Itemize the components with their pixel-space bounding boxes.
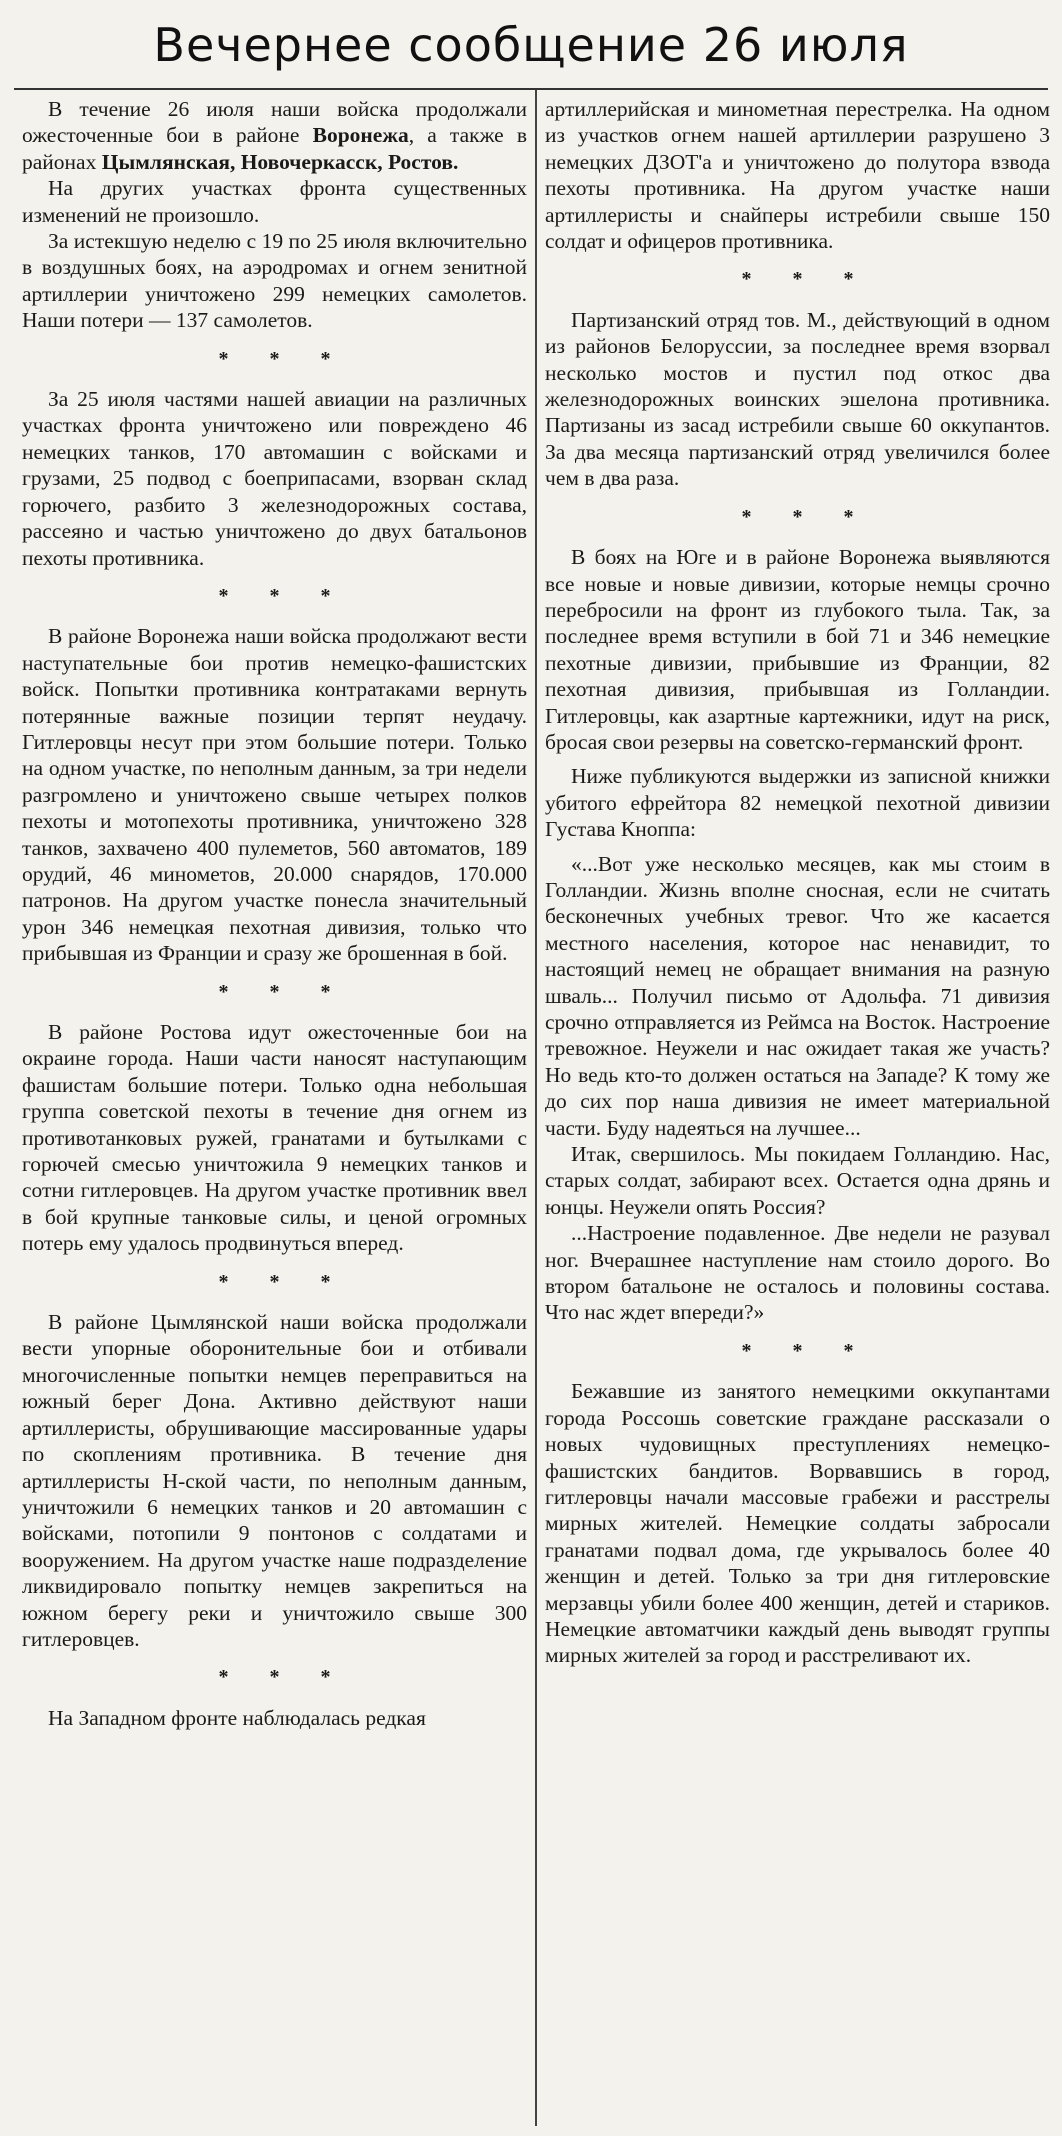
- section-separator: * * *: [741, 505, 872, 528]
- paragraph: «...Вот уже несколько месяцев, как мы стоим в Голландии. Жизнь вполне сносная, если не считать бесконечных учебных тревог. Что же касается местного населения, которое нас ненавидит, то настоящий немец не обращает внимания на разную шваль... Получил письмо от Адольфа. 71 дивизия срочно отправляется из Реймса на Восток. Настроение тревожное. Неужели и нас ожидает такая же участь? Но ведь кто-то должен остаться на Западе? К тому же до сих пор наша дивизия не имеет материальной части. Буду надеяться на лучшее...: [545, 851, 1050, 1140]
- paragraph: [22, 96, 527, 175]
- paragraph: Бежавшие из занятого немецкими оккупантами города Россошь советские граждане рассказали о новых чудовищных преступлениях немецко-фашистских бандитов. Ворвавшись в город, гитлеровцы начали массовые грабежи и расстрелы мирных жителей. Немецкие солдаты забросали гранатами подвал дома, где укрывалось более 40 женщин и детей. Только за три дня гитлеровские мерзавцы убили более 400 женщин, детей и стариков. Немецкие автоматчики каждый день выводят группы мирных жителей за город и расстреливают их.: [545, 1379, 1050, 1668]
- column-divider: [535, 90, 537, 2126]
- text: В течение 26 июля наши войска продолжали ожесточенные бои в районе: [22, 97, 527, 148]
- paragraph: Партизанский отряд тов. М., действующий в одном из районов Белоруссии, за последнее время взорвал несколько мостов и пустил под откос два железнодорожных воинских эшелона противника. Партизаны из засад истребили свыше 60 оккупантов. За два месяца партизанский отряд увеличился более чем в два раза.: [545, 307, 1050, 491]
- paragraph: В районе Цымлянской наши войска продолжали вести упорные оборонительные бои и отбивали многочисленные попытки немцев переправиться на южный берег Дона. Активно действуют наши артиллеристы, обрушивающие массированные удары по скоплениям противника. В течение дня артиллеристы Н-ской части, по неполным данным, уничтожили 6 немецких танков и 20 автомашин с войсками, потопили 9 понтонов с солдатами и вооружением. На другом участке наше подразделение ликвидировало попытку немцев закрепиться на южном берегу реки и уничтожило свыше 300 гитлеровцев.: [22, 1310, 527, 1651]
- bold-text: Цымлянская, Новочеркасск, Ростов.: [101, 149, 459, 174]
- section-separator: * * *: [741, 1339, 872, 1362]
- section-separator: * * *: [218, 980, 349, 1003]
- section-separator: * * *: [218, 1666, 349, 1689]
- left-column: [22, 96, 527, 2126]
- paragraph: На Западном фронте наблюдалась редкая: [48, 1705, 426, 1730]
- paragraph: В боях на Юге и в районе Воронежа выявляются все новые и новые дивизии, которые немцы срочно перебросили на фронт из глубокого тыла. Так, за последнее время вступили в бой 71 и 346 немецкие пехотные дивизии, прибывшие из Франции, 82 пехотная дивизия, прибывшая из Голландии. Гитлеровцы, как азартные картежники, идут на риск, бросая свои резервы на советско-германский фронт.: [545, 545, 1050, 754]
- paragraph: артиллерийская и минометная перестрелка. На одном из участков огнем нашей артиллерии разрушено 3 немецких ДЗОТ'а и уничтожено до полутора взвода пехоты противника. На другом участке наши артиллеристы и снайперы истребили свыше 150 солдат и офицеров противника.: [545, 97, 1050, 254]
- paragraph: За истекшую неделю с 19 по 25 июля включительно в воздушных боях, на аэродромах и огнем зенитной артиллерии уничтожено 299 немецких самолетов. Наши потери — 137 самолетов.: [22, 229, 527, 333]
- right-column: [545, 96, 1050, 2126]
- paragraph: На других участках фронта существенных изменений не произошло.: [22, 176, 527, 227]
- section-separator: * * *: [218, 347, 349, 370]
- section-separator: * * *: [218, 1270, 349, 1293]
- headline: Вечернее сообщение 26 июля: [153, 18, 909, 72]
- paragraph: В районе Воронежа наши войска продолжают вести наступательные бои против немецко-фашистских войск. Попытки противника контратаками вернуть потерянные важные позиции терпят неудачу. Гитлеровцы несут при этом большие потери. Только на одном участке, по неполным данным, за три недели разгромлено и уничтожено свыше четырех полков пехоты и мотопехоты противника, уничтожено 328 танков, захвачено 400 пулеметов, 560 автоматов, 189 орудий, 46 минометов, 20.000 снарядов, 170.000 патронов. На другом участке понесла значительный урон 346 немецкая пехотная дивизия, только что прибывшая из Франции и сразу же брошенная в бой.: [22, 624, 527, 966]
- paragraph: В районе Ростова идут ожесточенные бои на окраине города. Наши части наносят наступающим фашистам большие потери. Только одна небольшая группа советской пехоты в течение дня огнем из противотанковых ружей, гранатами и бутылками с горючей смесью уничтожила 9 немецких танков и сотни гитлеровцев. На другом участке противник ввел в бой крупные танковые силы, и ценой огромных потерь ему удалось продвинуться вперед.: [22, 1020, 527, 1256]
- paragraph: Итак, свершилось. Мы покидаем Голландию. Нас, старых солдат, забирают всех. Остается одна дрянь и юнцы. Неужели опять Россия?: [545, 1142, 1050, 1219]
- section-separator: * * *: [741, 268, 872, 291]
- bold-text: Воронежа: [312, 123, 409, 148]
- paragraph: За 25 июля частями нашей авиации на различных участках фронта уничтожено или повреждено 46 немецких танков, 170 автомашин с войсками и грузами, 25 подвод с боеприпасами, взорван склад горючего, разбито 3 железнодорожных состава, рассеяно и частью уничтожено до двух батальонов пехоты противника.: [22, 387, 527, 570]
- paragraph: Ниже публикуются выдержки из записной книжки убитого ефрейтора 82 немецкой пехотной дивизии Густава Кноппа:: [545, 764, 1050, 842]
- top-rule: [14, 88, 1048, 90]
- text: , а также в районах: [22, 123, 527, 174]
- section-separator: * * *: [218, 584, 349, 607]
- paragraph: ...Настроение подавленное. Две недели не разувал ног. Вчерашнее наступление нам стоило дорого. Во втором батальоне не осталось и половины состава. Что нас ждет впереди?»: [545, 1221, 1050, 1325]
